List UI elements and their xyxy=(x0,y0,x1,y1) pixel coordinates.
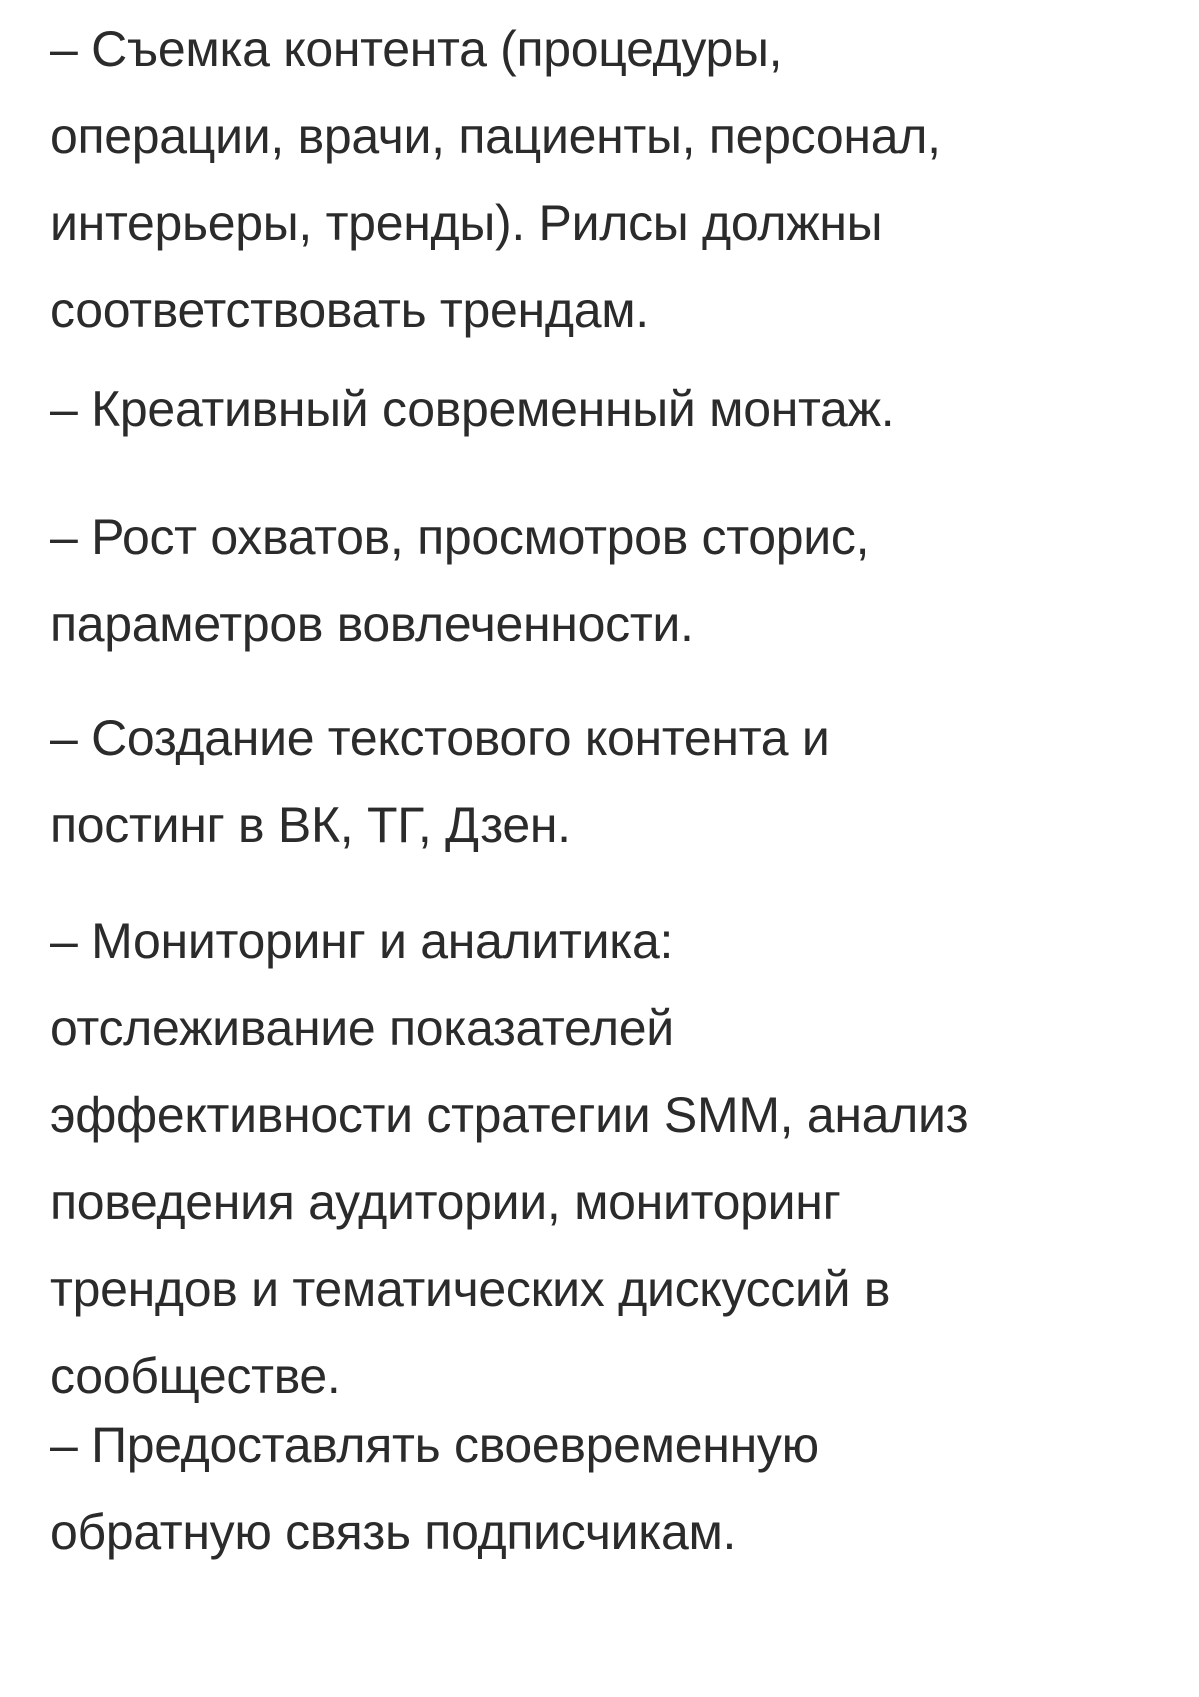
text-line: – Предоставлять своевременную xyxy=(50,1417,819,1473)
text-line: соответствовать трендам. xyxy=(50,282,649,338)
text-line: – Создание текстового контента и xyxy=(50,710,830,766)
text-line: – Креативный современный монтаж. xyxy=(50,381,895,437)
paragraph-monitoring xyxy=(50,898,1180,1420)
paragraph-feedback xyxy=(50,1402,1180,1576)
text-line: постинг в ВК, ТГ, Дзен. xyxy=(50,797,571,853)
text-line: – Съемка контента (процедуры, xyxy=(50,21,783,77)
paragraph-text-content xyxy=(50,695,1180,869)
text-line: трендов и тематических дискуссий в xyxy=(50,1261,891,1317)
text-line: – Рост охватов, просмотров сторис, xyxy=(50,509,870,565)
text-line: обратную связь подписчикам. xyxy=(50,1504,737,1560)
paragraph-content-shooting xyxy=(50,6,1180,354)
text-line: параметров вовлеченности. xyxy=(50,596,694,652)
text-line: сообществе. xyxy=(50,1348,341,1404)
paragraph-editing xyxy=(50,366,1180,453)
text-line: – Мониторинг и аналитика: xyxy=(50,913,674,969)
text-line: отслеживание показателей xyxy=(50,1000,674,1056)
paragraph-reach-growth xyxy=(50,494,1180,668)
text-line: интерьеры, тренды). Рилсы должны xyxy=(50,195,883,251)
text-line: операции, врачи, пациенты, персонал, xyxy=(50,108,941,164)
text-line: поведения аудитории, мониторинг xyxy=(50,1174,841,1230)
text-line: эффективности стратегии SMM, анализ xyxy=(50,1087,969,1143)
